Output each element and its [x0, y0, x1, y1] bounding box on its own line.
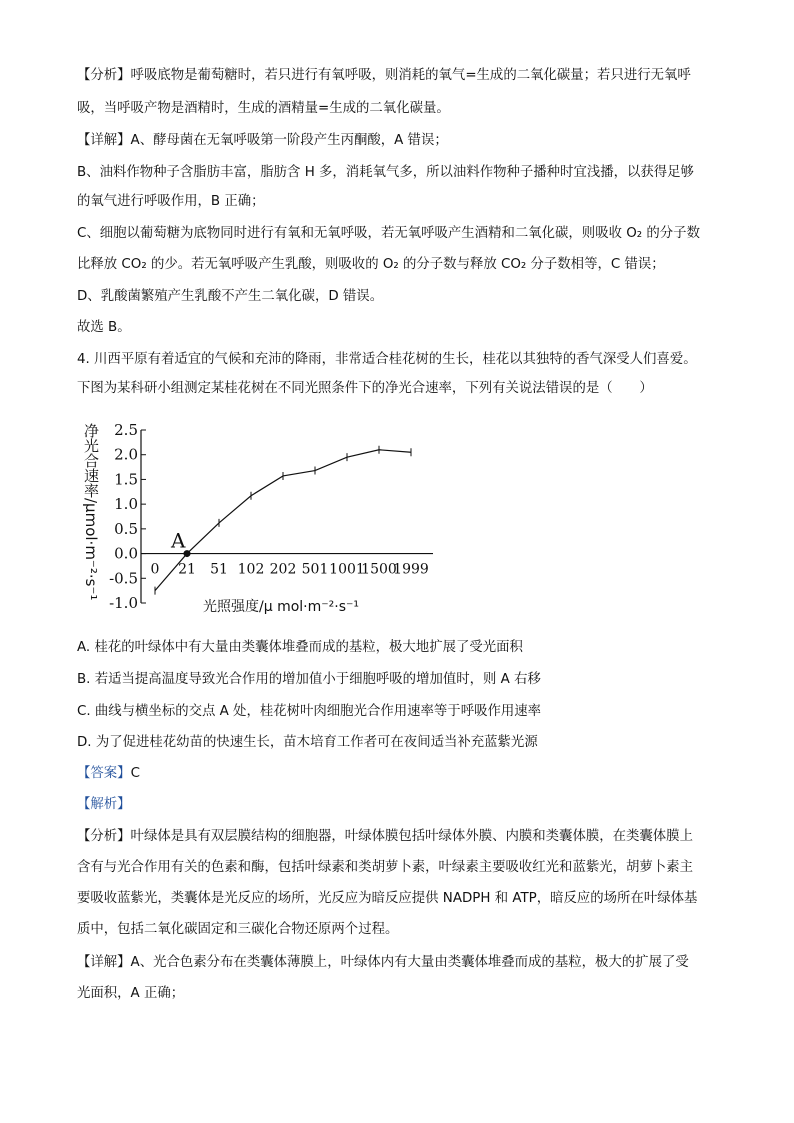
question-line-1: 4. 川西平原有着适宜的气候和充沛的降雨，非常适合桂花树的生长，桂花以其独特的香气深受人们喜爱。 [77, 352, 697, 367]
detail-line-5: 比释放 CO₂ 的少。若无氧呼吸产生乳酸，则吸收的 O₂ 的分子数与释放 CO₂ 分子数相等，C 错误； [77, 257, 665, 272]
y-tick-label: 0.5 [114, 519, 138, 538]
x-tick-label: 0 [150, 561, 160, 578]
question-line-2: 下图为某科研小组测定某桂花树在不同光照条件下的净光合速率，下列有关说法错误的是（ ） [77, 381, 653, 396]
detail-line-6: D、乳酸菌繁殖产生乳酸不产生二氧化碳，D 错误。 [77, 289, 384, 304]
x-tick-label: 102 [237, 561, 265, 578]
option-a: A. 桂花的叶绿体中有大量由类囊体堆叠而成的基粒，极大地扩展了受光面积 [77, 640, 523, 655]
y-axis-label [82, 423, 100, 600]
y-tick-label: -1.0 [109, 594, 138, 612]
detail-line-4: C、细胞以葡萄糖为底物同时进行有氧和无氧呼吸，若无氧呼吸产生酒精和二氧化碳，则吸收 O₂ 的分子数 [77, 226, 700, 241]
option-d: D. 为了促进桂花幼苗的快速生长，苗木培育工作者可在夜间适当补充蓝紫光源 [77, 735, 538, 750]
detail-line-3: 的氧气进行呼吸作用，B 正确； [77, 194, 265, 209]
y-tick-label: 1.5 [114, 470, 138, 489]
analysis-bottom-line-3: 要吸收蓝紫光，类囊体是光反应的场所，光反应为暗反应提供 NADPH 和 ATP，暗反应的场所在叶绿体基 [77, 891, 698, 906]
detail-line-7: 故选 B。 [77, 320, 131, 335]
x-tick-label: 501 [301, 561, 329, 578]
analysis-tag: 【解析】 [77, 797, 131, 812]
x-tick-label: 21 [178, 561, 196, 578]
x-axis-label: 光照强度/μ mol·m⁻²·s⁻¹ [203, 599, 360, 615]
answer-line [77, 764, 727, 783]
analysis-bottom-line-2: 含有与光合作用有关的色素和酶，包括叶绿素和类胡萝卜素，叶绿素主要吸收红光和蓝紫光，胡萝卜素主 [77, 860, 693, 875]
point-a-label: A [171, 528, 186, 553]
y-tick-label: 1.0 [114, 495, 138, 514]
x-axis-ticks [151, 562, 429, 578]
detail-line-1: 【详解】A、酵母菌在无氧呼吸第一阶段产生丙酮酸，A 错误； [77, 133, 448, 148]
x-tick-label: 51 [210, 561, 228, 578]
detail-bottom-line-2: 光面积，A 正确； [77, 986, 185, 1001]
analysis-line-2: 吸，当呼吸产物是酒精时，生成的酒精量=生成的二氧化碳量。 [77, 101, 450, 116]
net-photosynthesis-chart [77, 415, 437, 615]
y-tick-label: 2.5 [114, 421, 138, 439]
y-tick-label: -0.5 [109, 569, 138, 588]
analysis-bottom-line-1: 【分析】叶绿体是具有双层膜结构的细胞器，叶绿体膜包括叶绿体外膜、内膜和类囊体膜，在类囊体膜上 [77, 829, 693, 844]
y-tick-label: 2.0 [114, 445, 138, 464]
answer-tag: 【答案】 [77, 766, 131, 781]
x-tick-label: 1999 [393, 561, 429, 578]
x-tick-label: 202 [269, 561, 297, 578]
y-tick-label: 0.0 [114, 544, 138, 563]
option-c: C. 曲线与横坐标的交点 A 处，桂花树叶肉细胞光合作用速率等于呼吸作用速率 [77, 704, 542, 719]
answer-value: C [130, 766, 140, 781]
y-axis-label-text: 净光合速率/μmol·m⁻²·s⁻¹ [82, 423, 100, 601]
x-tick-label: 1001 [329, 561, 365, 578]
analysis-label [77, 795, 727, 814]
x-tick-label: 1500 [361, 561, 397, 578]
analysis-bottom-line-4: 质中，包括二氧化碳固定和三碳化合物还原两个过程。 [77, 922, 399, 937]
detail-bottom-line-1: 【详解】A、光合色素分布在类囊体薄膜上，叶绿体内有大量由类囊体堆叠而成的基粒，极大的扩展了受 [77, 955, 689, 970]
option-b: B. 若适当提高温度导致光合作用的增加值小于细胞呼吸的增加值时，则 A 右移 [77, 672, 541, 687]
detail-line-2: B、油料作物种子含脂肪丰富，脂肪含 H 多，消耗氧气多，所以油料作物种子播种时宜浅播，以获得足够 [77, 165, 694, 180]
analysis-line-1: 【分析】呼吸底物是葡萄糖时，若只进行有氧呼吸，则消耗的氧气=生成的二氧化碳量；若只进行无氧呼 [77, 68, 691, 83]
